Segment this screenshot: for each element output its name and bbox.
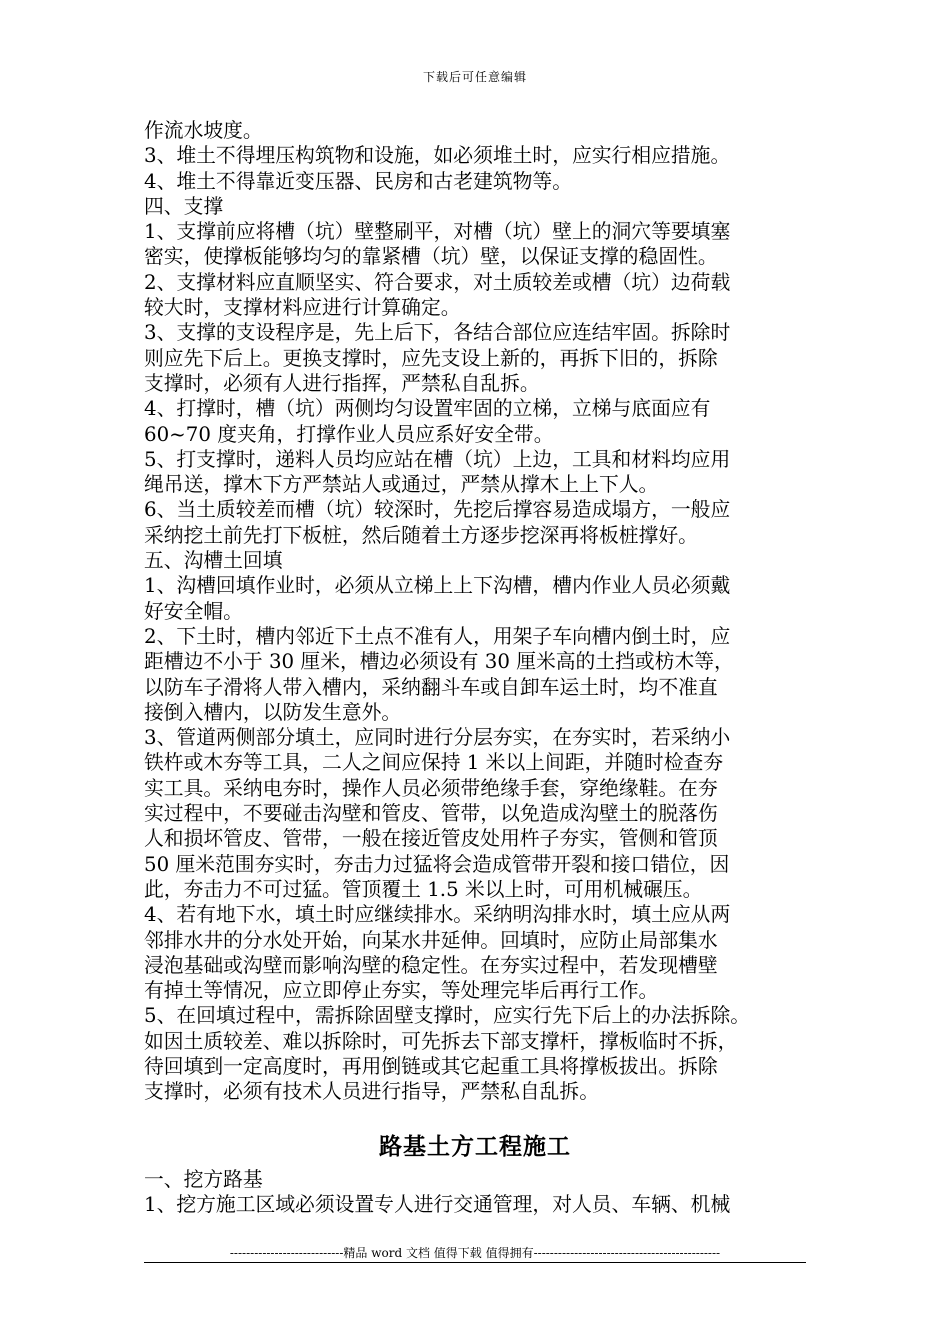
- text-line: 一、挖方路基: [144, 1168, 263, 1191]
- text-line: 有掉土等情况，应立即停止夯实，等处理完毕后再行工作。: [144, 979, 659, 1003]
- text-line: 60~70 度夹角，打撑作业人员应系好安全带。: [144, 422, 554, 446]
- text-line: 5、打支撑时，递料人员均应站在槽（坑）上边，工具和材料均应用: [144, 447, 731, 471]
- text-line: 3、堆土不得埋压构筑物和设施，如必须堆土时，应实行相应措施。: [144, 144, 731, 168]
- text-line: 距槽边不小于 30 厘米，槽边必须设有 30 厘米高的土挡或枋木等，: [144, 650, 734, 674]
- text-line: 五、沟槽土回填: [144, 549, 283, 573]
- text-line: 4、打撑时，槽（坑）两侧均匀设置牢固的立梯，立梯与底面应有: [144, 397, 711, 421]
- text-line: 作流水坡度。: [144, 119, 263, 142]
- text-line: 则应先下后上。更换支撑时，应先支设上新的，再拆下旧的，拆除: [144, 346, 718, 370]
- text-line: 3、支撑的支设程序是，先上后下，各结合部位应连结牢固。拆除时: [144, 321, 731, 345]
- section-body-text: [144, 1167, 816, 1218]
- text-line: 1、沟槽回填作业时，必须从立梯上上下沟槽，槽内作业人员必须戴: [144, 574, 731, 598]
- section-title: 路基土方工程施工: [379, 1133, 571, 1160]
- text-line: 此，夯击力不可过猛。管顶覆土 1.5 米以上时，可用机械碾压。: [144, 877, 703, 901]
- text-line: 如因土质较差、难以拆除时，可先拆去下部支撑杆，撑板临时不拆，: [144, 1029, 738, 1053]
- text-line: 四、支撑: [144, 194, 224, 218]
- text-line: 好安全帽。: [144, 599, 243, 623]
- text-line: 邻排水井的分水处开始，向某水井延伸。回填时，应防止局部集水: [144, 928, 718, 952]
- text-line: 绳吊送，撑木下方严禁站人或通过，严禁从撑木上上下人。: [144, 473, 659, 497]
- text-line: 较大时，支撑材料应进行计算确定。: [144, 296, 461, 320]
- text-line: 待回填到一定高度时，再用倒链或其它起重工具将撑板拔出。拆除: [144, 1054, 718, 1078]
- text-line: 以防车子滑将人带入槽内，采纳翻斗车或自卸车运土时，均不准直: [144, 675, 718, 699]
- page-header: 下载后可任意编辑: [422, 70, 527, 84]
- text-line: 支撑时，必须有人进行指挥，严禁私自乱拆。: [144, 371, 540, 395]
- text-line: 2、支撑材料应直顺坚实、符合要求，对土质较差或槽（坑）边荷载: [144, 270, 731, 294]
- text-line: 1、支撑前应将槽（坑）壁整刷平，对槽（坑）壁上的洞穴等要填塞: [144, 220, 731, 244]
- text-line: 支撑时，必须有技术人员进行指导，严禁私自乱拆。: [144, 1080, 599, 1104]
- text-line: 6、当土质较差而槽（坑）较深时，先挖后撑容易造成塌方，一般应: [144, 498, 731, 522]
- body-text: [144, 118, 816, 1105]
- text-line: 铁杵或木夯等工具，二人之间应保持 1 米以上间距，并随时检查夯: [144, 751, 724, 775]
- text-line: 5、在回填过程中，需拆除固壁支撑时，应实行先下后上的办法拆除。: [144, 1004, 751, 1028]
- text-line: 2、下土时，槽内邻近下土点不准有人，用架子车向槽内倒土时，应: [144, 624, 731, 648]
- page-footer: ----------------------------精品 word 文档 值得下载 值得拥有----------------------------------------------: [229, 1246, 721, 1260]
- footer-rule: [144, 1262, 806, 1263]
- text-line: 4、若有地下水，填土时应继续排水。采纳明沟排水时，填土应从两: [144, 903, 731, 927]
- text-line: 3、管道两侧部分填土，应同时进行分层夯实，在夯实时，若采纳小: [144, 726, 731, 750]
- text-line: 1、挖方施工区域必须设置专人进行交通管理，对人员、车辆、机械: [144, 1193, 731, 1217]
- text-line: 接倒入槽内，以防发生意外。: [144, 700, 402, 724]
- text-line: 4、堆土不得靠近变压器、民房和古老建筑物等。: [144, 169, 572, 193]
- text-line: 实工具。采纳电夯时，操作人员必须带绝缘手套，穿绝缘鞋。在夯: [144, 776, 718, 800]
- text-line: 密实，使撑板能够均匀的靠紧槽（坑）壁，以保证支撑的稳固性。: [144, 245, 718, 269]
- text-line: 采纳挖土前先打下板桩，然后随着土方逐步挖深再将板桩撑好。: [144, 523, 698, 547]
- text-line: 实过程中，不要碰击沟壁和管皮、管带，以免造成沟壁土的脱落伤: [144, 802, 718, 826]
- text-line: 浸泡基础或沟壁而影响沟壁的稳定性。在夯实过程中，若发现槽壁: [144, 953, 718, 977]
- text-line: 50 厘米范围夯实时，夯击力过猛将会造成管带开裂和接口错位，因: [144, 852, 730, 876]
- text-line: 人和损坏管皮、管带，一般在接近管皮处用杵子夯实，管侧和管顶: [144, 827, 718, 851]
